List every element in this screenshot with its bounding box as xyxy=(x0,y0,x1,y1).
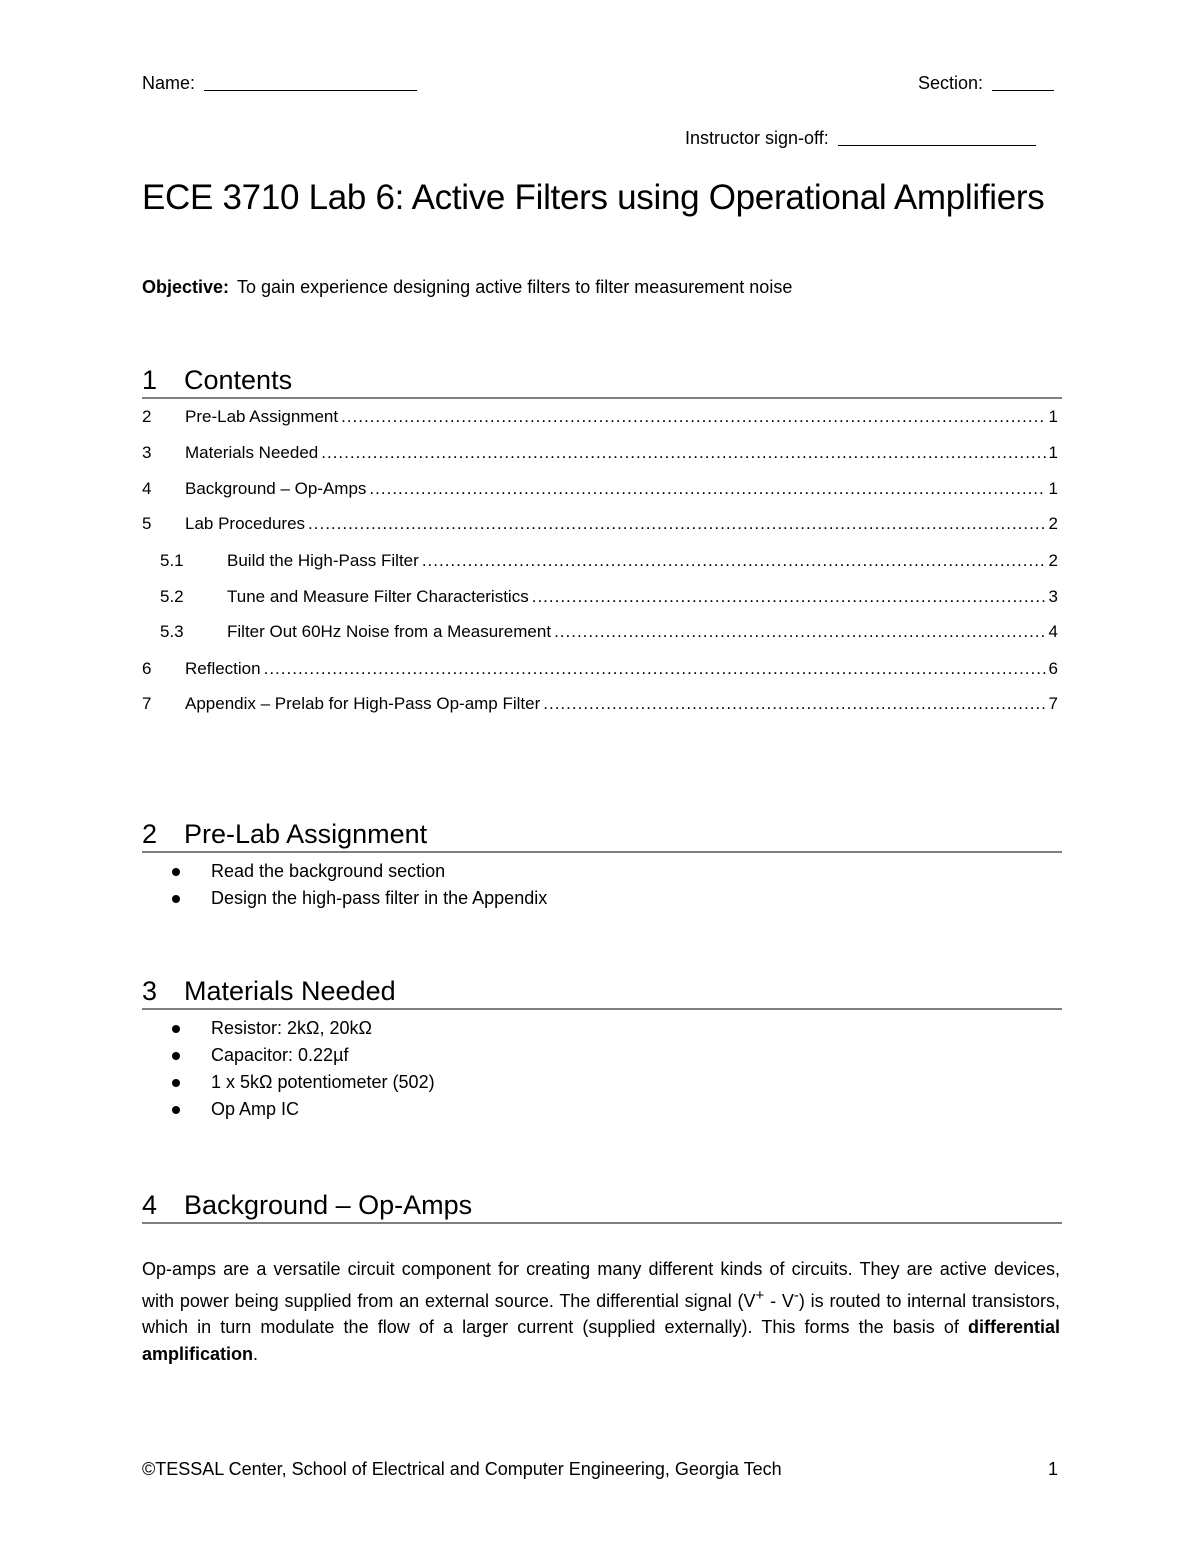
toc-entry-page: 2 xyxy=(1048,551,1058,570)
section-blank xyxy=(992,90,1054,91)
background-paragraph xyxy=(142,1256,1060,1367)
toc-entry-title: Materials Needed xyxy=(185,443,319,462)
toc-entry-title: Lab Procedures xyxy=(185,514,306,533)
toc-leader-dots xyxy=(341,407,1045,427)
list-item xyxy=(172,1096,435,1123)
paragraph-text: - V xyxy=(764,1290,794,1311)
toc-subentry[interactable] xyxy=(142,551,1058,573)
toc-entry-title: Pre-Lab Assignment xyxy=(185,407,339,426)
signoff-blank xyxy=(838,145,1036,146)
paragraph-text: Op-amps are a versatile circuit component for creating many different kinds of circuits. They are active devices, with power being supplied from an external source. The differential signal (V xyxy=(142,1259,1060,1311)
toc-entry-page: 1 xyxy=(1048,407,1058,426)
section-label: Section: xyxy=(918,73,984,93)
page-number: 1 xyxy=(1047,1459,1058,1479)
superscript-plus: + xyxy=(755,1286,765,1304)
toc-leader-dots xyxy=(422,551,1046,571)
bullet-icon xyxy=(172,1079,180,1087)
toc-entry-number: 7 xyxy=(142,694,152,713)
toc-entry-page: 2 xyxy=(1048,514,1058,533)
toc-entry-number: 2 xyxy=(142,407,152,426)
toc-entry-page: 3 xyxy=(1048,587,1058,606)
toc-entry[interactable] xyxy=(142,479,1058,501)
toc-entry[interactable] xyxy=(142,514,1058,536)
document-title: ECE 3710 Lab 6: Active Filters using Operational Amplifiers xyxy=(142,178,1045,217)
toc-entry[interactable] xyxy=(142,694,1058,716)
toc-leader-dots xyxy=(369,479,1045,499)
prelab-heading-text: Pre-Lab Assignment xyxy=(184,819,428,849)
list-item-text: Capacitor: 0.22µf xyxy=(211,1045,349,1065)
toc-subentry[interactable] xyxy=(142,587,1058,609)
contents-heading xyxy=(142,365,1062,399)
section-field-row xyxy=(918,73,1054,94)
objective-text: To gain experience designing active filters to filter measurement noise xyxy=(237,277,793,297)
list-item-text: 1 x 5kΩ potentiometer (502) xyxy=(211,1072,435,1092)
background-heading-text: Background – Op-Amps xyxy=(184,1190,473,1220)
bullet-icon xyxy=(172,868,180,876)
materials-heading xyxy=(142,976,1062,1010)
toc-entry-number: 5.2 xyxy=(160,587,184,606)
list-item xyxy=(172,858,547,885)
prelab-heading-number: 2 xyxy=(142,819,158,849)
background-heading-number: 4 xyxy=(142,1190,158,1220)
toc-entry-title: Tune and Measure Filter Characteristics xyxy=(227,587,529,606)
toc-entry-page: 6 xyxy=(1048,659,1058,678)
toc-entry-title: Appendix – Prelab for High-Pass Op-amp Filter xyxy=(185,694,541,713)
bold-term: differential amplification xyxy=(142,1317,1060,1364)
contents-heading-text: Contents xyxy=(184,365,293,395)
list-item-text: Read the background section xyxy=(211,861,446,881)
objective-line xyxy=(142,277,792,298)
toc-entry-page: 1 xyxy=(1048,443,1058,462)
background-heading xyxy=(142,1190,1062,1224)
bullet-icon xyxy=(172,1025,180,1033)
name-field-row xyxy=(142,73,417,94)
toc-entry[interactable] xyxy=(142,407,1058,429)
list-item xyxy=(172,1015,435,1042)
objective-label: Objective: xyxy=(142,277,230,297)
list-item-text: Design the high-pass filter in the Appendix xyxy=(211,888,548,908)
toc-entry-number: 4 xyxy=(142,479,152,498)
paragraph-text: ) is routed to internal transistors, which in turn modulate the flow of a larger current (supplied externally). This forms the basis of xyxy=(142,1290,1060,1337)
toc-entry-title: Filter Out 60Hz Noise from a Measurement xyxy=(227,622,552,641)
list-item xyxy=(172,1042,435,1069)
toc-leader-dots xyxy=(554,622,1045,642)
list-item-text: Resistor: 2kΩ, 20kΩ xyxy=(211,1018,372,1038)
toc-entry-number: 5.3 xyxy=(160,622,184,641)
superscript-minus: - xyxy=(793,1286,799,1304)
toc-entry-title: Background – Op-Amps xyxy=(185,479,367,498)
toc-leader-dots xyxy=(543,694,1045,714)
list-item-text: Op Amp IC xyxy=(211,1099,300,1119)
paragraph-text: . xyxy=(253,1343,259,1364)
bullet-icon xyxy=(172,895,180,903)
footer-text: ©TESSAL Center, School of Electrical and Computer Engineering, Georgia Tech xyxy=(142,1459,782,1479)
signoff-label: Instructor sign-off: xyxy=(685,128,829,148)
prelab-list xyxy=(172,858,547,912)
list-item xyxy=(172,1069,435,1096)
materials-list xyxy=(172,1015,435,1123)
signoff-field-row xyxy=(685,128,1036,149)
toc-entry-number: 5 xyxy=(142,514,152,533)
toc-entry-title: Build the High-Pass Filter xyxy=(227,551,419,570)
toc-entry-page: 4 xyxy=(1048,622,1058,641)
toc-entry[interactable] xyxy=(142,443,1058,465)
toc-entry-number: 3 xyxy=(142,443,152,462)
bullet-icon xyxy=(172,1052,180,1060)
toc-leader-dots xyxy=(532,587,1046,607)
toc-entry-page: 7 xyxy=(1048,694,1058,713)
list-item xyxy=(172,885,547,912)
toc-entry-page: 1 xyxy=(1048,479,1058,498)
toc-leader-dots xyxy=(308,514,1046,534)
materials-heading-number: 3 xyxy=(142,976,158,1006)
toc-leader-dots xyxy=(264,659,1046,679)
contents-heading-number: 1 xyxy=(142,365,158,395)
toc-entry-number: 6 xyxy=(142,659,152,678)
toc-leader-dots xyxy=(321,443,1045,463)
name-label: Name: xyxy=(142,73,196,93)
prelab-heading xyxy=(142,819,1062,853)
bullet-icon xyxy=(172,1106,180,1114)
toc-entry-title: Reflection xyxy=(185,659,261,678)
toc-subentry[interactable] xyxy=(142,622,1058,644)
toc-entry[interactable] xyxy=(142,659,1058,681)
name-blank xyxy=(204,90,417,91)
materials-heading-text: Materials Needed xyxy=(184,976,396,1006)
toc-entry-number: 5.1 xyxy=(160,551,184,570)
page-footer xyxy=(142,1459,1058,1480)
